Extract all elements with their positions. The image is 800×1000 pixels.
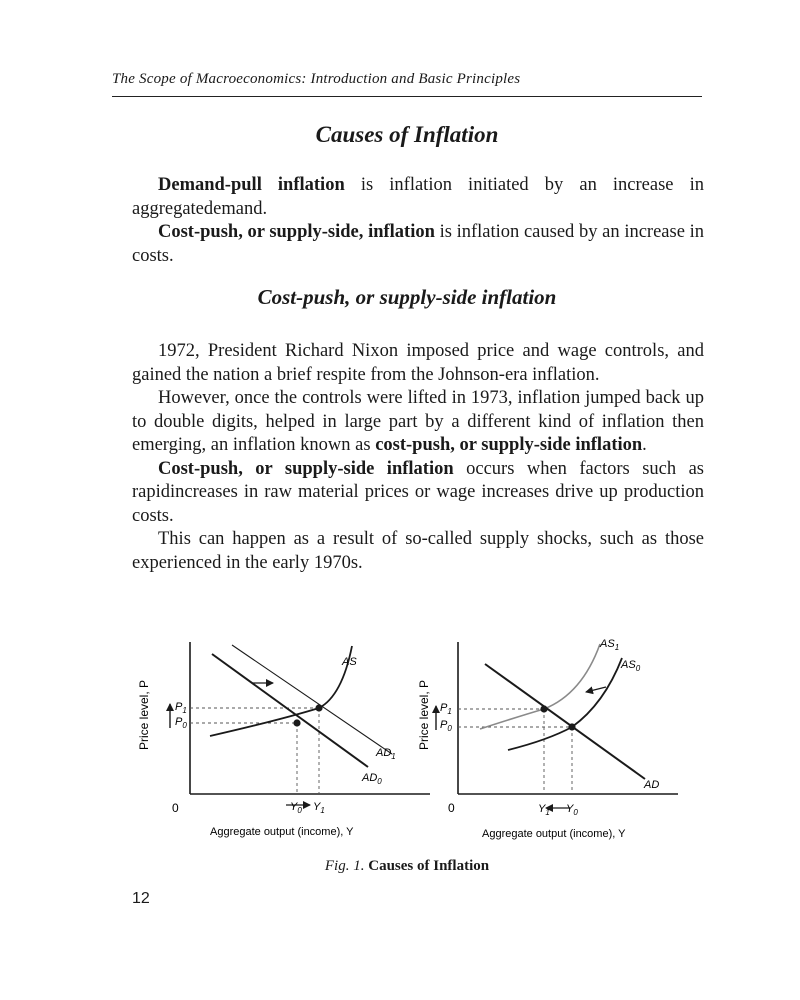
right-p1-label: $P_1$ xyxy=(440,702,452,716)
figure-causes-of-inflation xyxy=(130,632,730,852)
right-equilibrium-new xyxy=(540,705,547,712)
left-equilibrium-initial xyxy=(293,719,300,726)
right-diagram-cost-push xyxy=(417,638,678,840)
figure-caption-title: Causes of Inflation xyxy=(364,858,490,874)
right-ad-label: AD xyxy=(644,779,660,791)
left-as-curve xyxy=(210,646,352,736)
paragraph-cost-push-occurs xyxy=(132,458,704,529)
right-as0-label: $AS_0$ xyxy=(621,659,641,673)
term-demand-pull: Demand-pull inflation xyxy=(158,175,345,195)
left-ad0-label: $AD_0$ xyxy=(362,772,382,786)
left-y0-label: $Y_0$ xyxy=(290,801,302,815)
term-cost-push-occurs: Cost-push, or supply-side inflation xyxy=(158,458,454,479)
left-y-axis-label: Price level, P xyxy=(137,679,151,750)
definition-demand-pull: is inflation initiated by an increase in aggregatedemand. xyxy=(132,175,704,219)
paragraph-cost-push xyxy=(132,221,704,268)
right-origin-label: 0 xyxy=(448,801,455,815)
section-cost-push-body xyxy=(132,340,704,575)
page-number: 12 xyxy=(132,890,150,907)
right-as0-curve xyxy=(508,658,622,750)
left-equilibrium-new xyxy=(315,704,322,711)
controls-lifted-text: However, once the controls were lifted in 1973, inflation jumped back up to double digits, helped in large part by a different kind of inflation then emerging, an inflation known as xyxy=(132,388,704,455)
paragraph-supply-shocks: This can happen as a result of so-called supply shocks, such as those experienced in the early 1970s. xyxy=(132,529,704,573)
left-origin-label: 0 xyxy=(172,801,179,815)
right-p0-label: $P_0$ xyxy=(440,719,452,733)
left-p0-label: $P_0$ xyxy=(175,716,187,730)
right-equilibrium-initial xyxy=(568,723,575,730)
right-as1-curve xyxy=(480,644,600,729)
section-title-causes-of-inflation: Causes of Inflation xyxy=(315,122,499,147)
right-as1-label: $AS_1$ xyxy=(600,638,620,652)
left-p1-label: $P_1$ xyxy=(175,701,187,715)
left-ad1-label: $AD_1$ xyxy=(376,747,396,761)
header-rule xyxy=(112,96,702,97)
right-ad-curve xyxy=(485,664,645,779)
left-as-label: AS xyxy=(342,656,357,668)
paragraph-demand-pull xyxy=(132,174,704,221)
running-header: The Scope of Macroeconomics: Introduction and Basic Principles xyxy=(112,71,521,87)
left-ad1-curve xyxy=(232,645,392,754)
term-cost-push-inline: cost-push, or supply-side inflation xyxy=(375,435,643,455)
right-y-axis-label: Price level, P xyxy=(417,679,431,750)
right-supply-shift-arrow xyxy=(586,687,606,692)
left-diagram-demand-pull xyxy=(137,642,430,838)
cost-push-occurs-text: occurs when factors such as rapidincreases in raw material prices or wage increases drive up production costs. xyxy=(132,458,704,526)
right-y1-label: $Y_1$ xyxy=(538,803,550,817)
figure-caption-label: Fig. 1. xyxy=(324,858,365,874)
section-causes-body xyxy=(132,174,704,268)
figure-diagrams xyxy=(130,632,730,847)
paragraph-nixon: 1972, President Richard Nixon imposed price and wage controls, and gained the nation a brief respite from the Johnson-era inflation. xyxy=(132,341,704,385)
controls-lifted-end: . xyxy=(642,435,647,455)
figure-caption xyxy=(112,858,702,875)
definition-cost-push: is inflation caused by an increase in costs. xyxy=(132,222,704,266)
right-y0-label: $Y_0$ xyxy=(566,803,578,817)
paragraph-controls-lifted xyxy=(132,387,704,458)
left-y1-label: $Y_1$ xyxy=(313,801,325,815)
term-cost-push: Cost-push, or supply-side, inflation xyxy=(158,222,435,242)
section-title-cost-push: Cost-push, or supply-side inflation xyxy=(257,285,557,309)
right-x-axis-label: Aggregate output (income), Y xyxy=(482,828,626,840)
left-x-axis-label: Aggregate output (income), Y xyxy=(210,826,354,838)
